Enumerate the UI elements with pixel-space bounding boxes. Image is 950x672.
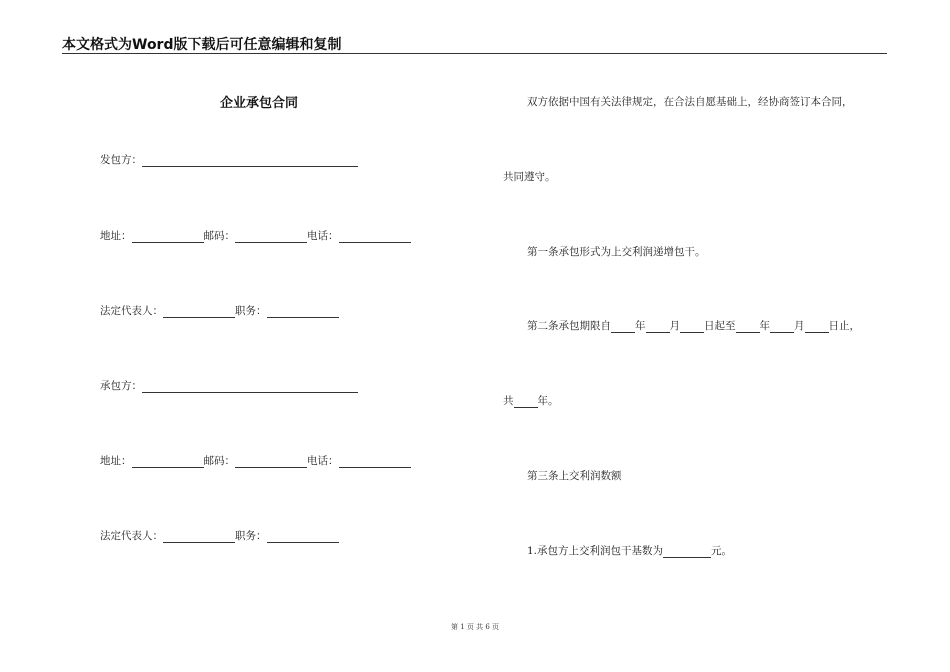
phone-a-label: 电话： <box>307 230 339 242</box>
document-title: 企业承包合同 <box>220 96 299 111</box>
postcode-a-label: 邮码： <box>203 230 235 242</box>
intro-line-1: 双方依据中国有关法律规定，在合法自愿基础上，经协商签订本合同， <box>527 96 853 108</box>
start-day-label: 日起至 <box>704 320 736 332</box>
end-year-blank[interactable] <box>736 320 760 333</box>
rep-a-label: 法定代表人： <box>100 305 163 317</box>
article-3-item-1 <box>527 543 732 558</box>
end-day-blank[interactable] <box>805 320 829 333</box>
start-year-label: 年 <box>635 320 646 332</box>
party-a-blank[interactable] <box>142 154 358 167</box>
start-month-blank[interactable] <box>646 320 670 333</box>
base-amount-suffix: 元。 <box>711 545 733 557</box>
position-a-label: 职务： <box>235 305 267 317</box>
article-2-prefix: 第二条承包期限自 <box>527 320 611 332</box>
header-divider <box>62 53 887 54</box>
party-b-blank[interactable] <box>142 380 358 393</box>
page-footer: 第 1 页 共 6 页 <box>450 623 500 631</box>
start-month-label: 月 <box>669 320 680 332</box>
postcode-b-label: 邮码： <box>203 455 235 467</box>
party-b-line <box>100 378 358 393</box>
rep-b-blank[interactable] <box>163 530 235 543</box>
postcode-b-blank[interactable] <box>235 455 307 468</box>
party-a-label: 发包方： <box>100 154 142 166</box>
start-day-blank[interactable] <box>680 320 704 333</box>
total-years-suffix: 年。 <box>537 395 559 407</box>
end-year-label: 年 <box>759 320 770 332</box>
position-a-blank[interactable] <box>267 305 339 318</box>
phone-b-blank[interactable] <box>339 455 411 468</box>
base-amount-prefix: 1.承包方上交利润包干基数为 <box>527 545 664 557</box>
total-years-blank[interactable] <box>514 395 538 408</box>
end-day-label: 日止， <box>828 320 860 332</box>
position-b-blank[interactable] <box>267 530 339 543</box>
postcode-a-blank[interactable] <box>235 230 307 243</box>
phone-a-blank[interactable] <box>339 230 411 243</box>
article-3: 第三条上交利润数额 <box>527 470 622 482</box>
article-2-line <box>527 318 860 333</box>
total-years-prefix: 共 <box>503 395 514 407</box>
address-b-blank[interactable] <box>132 455 204 468</box>
page-header: 本文格式为Word版下载后可任意编辑和复制 <box>62 37 342 53</box>
party-a-contact-line <box>100 228 411 243</box>
rep-b-label: 法定代表人： <box>100 530 163 542</box>
rep-a-blank[interactable] <box>163 305 235 318</box>
base-amount-blank[interactable] <box>663 545 711 558</box>
start-year-blank[interactable] <box>611 320 635 333</box>
rep-a-line <box>100 303 339 318</box>
rep-b-line <box>100 528 339 543</box>
article-1: 第一条承包形式为上交利润递增包干。 <box>527 246 706 258</box>
position-b-label: 职务： <box>235 530 267 542</box>
end-month-label: 月 <box>794 320 805 332</box>
phone-b-label: 电话： <box>307 455 339 467</box>
address-a-label: 地址： <box>100 230 132 242</box>
address-a-blank[interactable] <box>132 230 204 243</box>
party-b-contact-line <box>100 453 411 468</box>
intro-line-2: 共同遵守。 <box>503 171 556 183</box>
address-b-label: 地址： <box>100 455 132 467</box>
party-a-line <box>100 152 358 167</box>
article-2-line-2 <box>503 393 559 408</box>
party-b-label: 承包方： <box>100 380 142 392</box>
end-month-blank[interactable] <box>770 320 794 333</box>
